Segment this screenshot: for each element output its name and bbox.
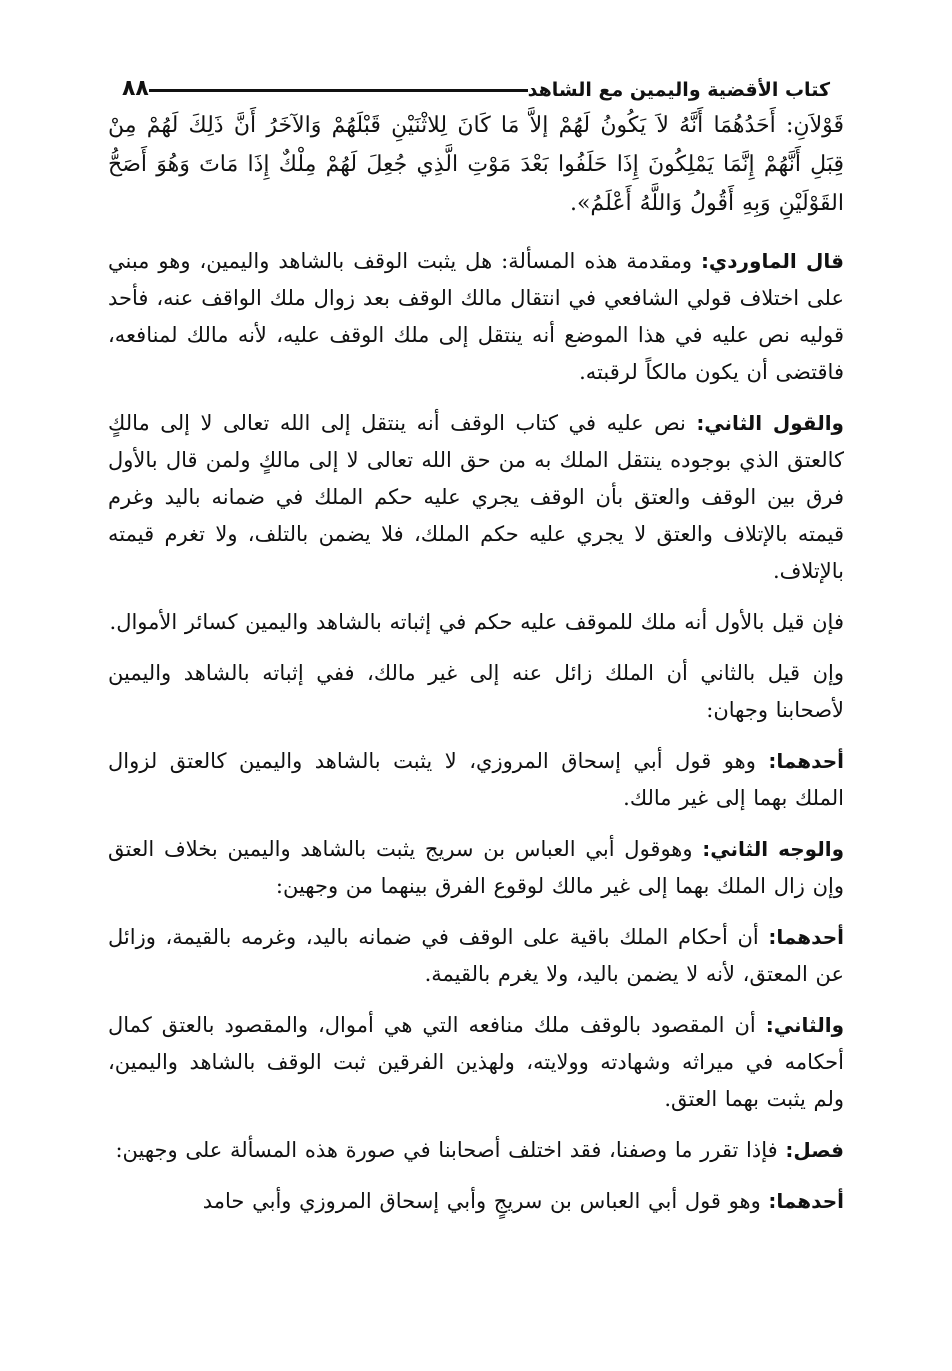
header-rule xyxy=(149,89,528,92)
paragraph-text: أن المقصود بالوقف ملك منافعه التي هي أموال، والمقصود بالعتق كمال أحكامه في ميراثه وشهادته وولايته، ولهذين الفرقين ثبت الوقف بالشاهد واليمين، ولم يثبت بهما العتق. xyxy=(108,1013,844,1111)
paragraph-section xyxy=(108,1132,844,1169)
paragraph-text: وهو قول أبي العباس بن سريجٍ وأبي إسحاق المروزي وأبي حامد xyxy=(202,1189,769,1213)
paragraph-text: وهوقول أبي العباس بن سريج يثبت بالشاهد واليمين بخلاف العتق وإن زال الملك بهما إلى غير مالك لوقوع الفرق بينهما من وجهين: xyxy=(108,837,844,898)
paragraph-first-case xyxy=(108,604,844,641)
paragraph-text: وهو قول أبي إسحاق المروزي، لا يثبت بالشاهد واليمين كالعتق لزوال الملك بهما إلى غير مالك. xyxy=(108,749,844,810)
paragraph-second-view xyxy=(108,831,844,905)
paragraph-final xyxy=(108,1183,844,1220)
paragraph-lead: والقول الثاني: xyxy=(696,411,844,435)
paragraph-difference-one xyxy=(108,919,844,993)
paragraph-lead: أحدهما: xyxy=(768,749,844,773)
paragraph-text: أن أحكام الملك باقية على الوقف في ضمانه باليد، وغرمه بالقيمة، وزائل عن المعتق، لأنه لا يضمن باليد، ولا يغرم بالقيمة. xyxy=(108,925,844,986)
running-header xyxy=(108,62,844,102)
paragraph-second-case xyxy=(108,655,844,729)
paragraph-second-opinion xyxy=(108,405,844,590)
book-title: كتاب الأقضية واليمين مع الشاهد xyxy=(527,79,830,101)
paragraph-lead: فصل: xyxy=(785,1138,844,1162)
paragraph-mawardi xyxy=(108,243,844,391)
page-number: ٨٨ xyxy=(122,76,149,101)
paragraph-lead: أحدهما: xyxy=(768,1189,844,1213)
paragraph-lead: أحدهما: xyxy=(768,925,844,949)
paragraph-text: فإذا تقرر ما وصفنا، فقد اختلف أصحابنا في صورة هذه المسألة على وجهين: xyxy=(115,1138,786,1162)
paragraph-lead: والثاني: xyxy=(765,1013,844,1037)
paragraph-first-view xyxy=(108,743,844,817)
paragraph-text: ومقدمة هذه المسألة: هل يثبت الوقف بالشاهد واليمين، وهو مبني على اختلاف قولي الشافعي في انتقال مالك الوقف بعد زوال ملك الواقف عنه، فأحد قوليه نص عليه في هذا الموضع أنه ينتقل إلى ملك الوقف عليه، لأنه مالك لمنافعه، فاقتضى أن يكون مالكاً لرقبته. xyxy=(108,249,844,384)
paragraph-text: وإن قيل بالثاني أن الملك زائل عنه إلى غير مالك، ففي إثباته بالشاهد واليمين لأصحابنا وجهان: xyxy=(108,661,845,722)
paragraph-text: نص عليه في كتاب الوقف أنه ينتقل إلى الله تعالى لا إلى مالكٍ كالعتق الذي بوجوده ينتقل الملك به من حق الله تعالى لا إلى مالكٍ ولمن قال بالأول فرق بين الوقف والعتق بأن الوقف يجري عليه حكم الملك في ضمانه باليد وغرم قيمته بالإتلاف والعتق لا يجري عليه حكم الملك، فلا يضمن بالتلف، ولا تغرم قيمته بالإتلاف. xyxy=(108,411,844,583)
paragraph-text: فإن قيل بالأول أنه ملك للموقف عليه حكم في إثباته بالشاهد واليمين كسائر الأموال. xyxy=(109,610,844,634)
paragraph-lead: والوجه الثاني: xyxy=(702,837,845,861)
quoted-text: قَوْلاَنِ: أَحَدُهُمَا أَنَّهُ لاَ يَكُونُ لَهُمْ إلاَّ مَا كَانَ لِلاثْنَيْنِ قَبْلَهُمْ وَالآخَرُ أَنَّ ذَلِكَ لَهُمْ مِنْ قِبَلِ أَنَّهُمْ إِنَّمَا يَمْلِكُونَ إِذَا حَلَفُوا بَعْدَ مَوْتِ الَّذِي جُعِلَ لَهُمْ مِلْكٌ إِذَا مَاتَ وَهُوَ أَصَحُّ القَوْلَيْنِ وَبِهِ أَقُولُ وَاللَّهُ أَعْلَمُ». xyxy=(108,113,844,216)
paragraph-lead: قال الماوردي: xyxy=(700,249,844,273)
paragraph-difference-two xyxy=(108,1007,844,1118)
